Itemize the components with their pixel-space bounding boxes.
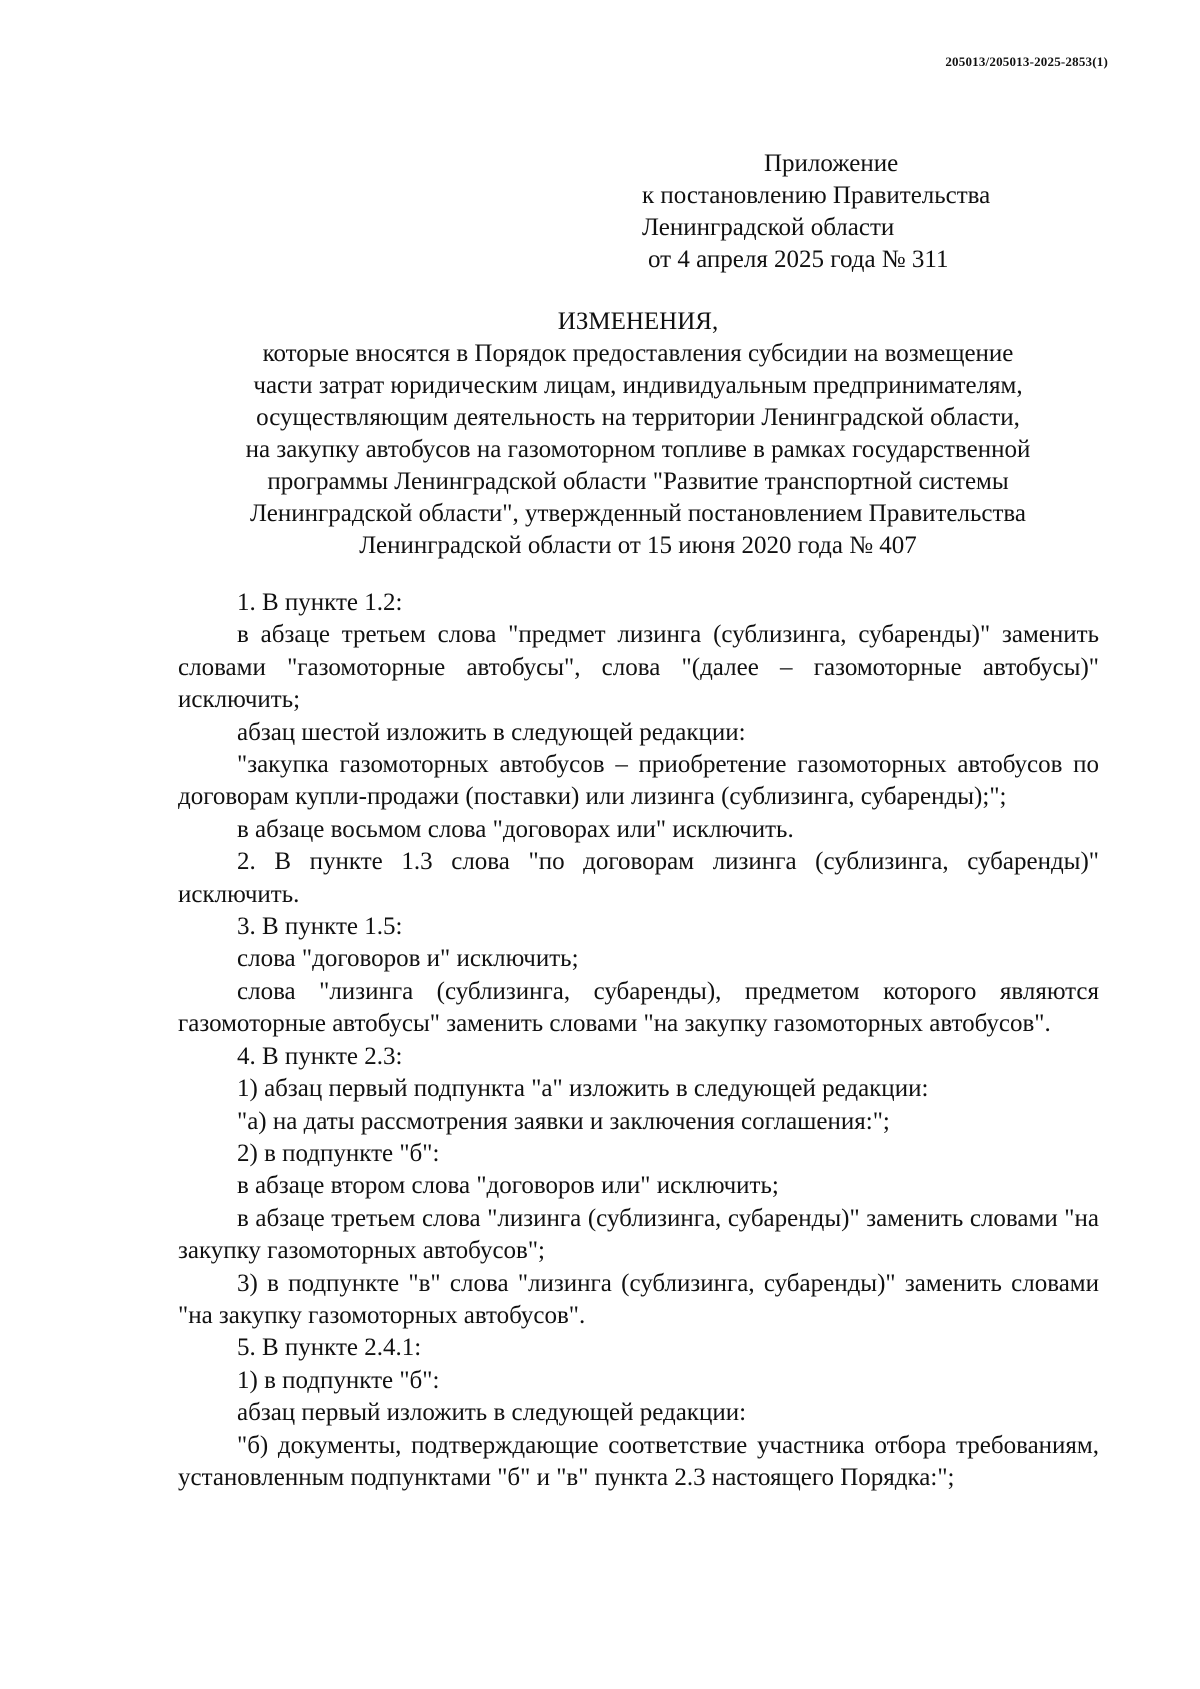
subtitle-line: на закупку автобусов на газомоторном топливе в рамках государственной [245,436,1031,463]
subtitle-line: осуществляющим деятельность на территории Ленинградской области, [256,404,1020,431]
body-paragraph: 2. В пункте 1.3 слова "по договорам лизинга (сублизинга, субаренды)" исключить. [178,848,1099,908]
appendix-line: от 4 апреля 2025 года № 311 [648,246,949,273]
document-id: 205013/205013-2025-2853(1) [945,54,1108,69]
body-paragraph: в абзаце третьем слова "предмет лизинга (сублизинга, субаренды)" заменить словами "газомоторные автобусы", слова "(далее – газомоторные автобусы)" исключить; [178,621,1099,714]
body-paragraph: 2) в подпункте "б": [237,1139,440,1167]
body-paragraph: абзац первый изложить в следующей редакции: [237,1399,747,1427]
body-paragraph: абзац шестой изложить в следующей редакции: [237,718,746,746]
body-paragraph: 5. В пункте 2.4.1: [237,1334,422,1362]
appendix-line: Приложение [764,150,899,177]
body-paragraph: в абзаце восьмом слова "договорах или" исключить. [237,815,794,843]
appendix-line: к постановлению Правительства [642,182,991,209]
body-paragraph: 3) в подпункте "в" слова "лизинга (сублизинга, субаренды)" заменить словами "на закупку газомоторных автобусов". [178,1269,1099,1329]
subtitle-line: Ленинградской области от 15 июня 2020 года № 407 [359,532,917,559]
subtitle-line: которые вносятся в Порядок предоставления субсидии на возмещение [262,340,1014,367]
document-title: ИЗМЕНЕНИЯ, [557,308,719,335]
heading-block [170,306,1106,562]
document-body [178,587,1099,1494]
appendix-line: Ленинградской области [642,214,895,241]
body-paragraph: "закупка газомоторных автобусов – приобретение газомоторных автобусов по договорам купли-продажи (поставки) или лизинга (сублизинга, субаренды);"; [178,751,1099,811]
subtitle-line: части затрат юридическим лицам, индивидуальным предпринимателям, [253,372,1023,399]
body-paragraph: слова "лизинга (сублизинга, субаренды), предметом которого являются газомоторные автобусы" заменить словами "на закупку газомоторных автобусов". [178,977,1099,1038]
body-paragraph: в абзаце третьем слова "лизинга (сублизинга, субаренды)" заменить словами "на закупку газомоторных автобусов"; [178,1204,1099,1265]
subtitle-line: программы Ленинградской области "Развитие транспортной системы [267,468,1009,495]
body-paragraph: 1. В пункте 1.2: [237,589,403,616]
body-paragraph: 4. В пункте 2.3: [237,1042,403,1070]
body-paragraph: 1) в подпункте "б": [237,1366,440,1394]
body-paragraph: 1) абзац первый подпункта "а" изложить в следующей редакции: [237,1075,929,1103]
body-paragraph: слова "договоров и" исключить; [237,945,579,973]
subtitle-line: Ленинградской области", утвержденный постановлением Правительства [249,500,1026,527]
body-paragraph: "а) на даты рассмотрения заявки и заключения соглашения:"; [237,1107,890,1135]
appendix-block [642,148,990,276]
body-paragraph: "б) документы, подтверждающие соответствие участника отбора требованиям, установленным подпунктами "б" и "в" пункта 2.3 настоящего Порядка:"; [178,1431,1099,1491]
body-paragraph: 3. В пункте 1.5: [237,913,403,941]
body-paragraph: в абзаце втором слова "договоров или" исключить; [237,1172,779,1200]
